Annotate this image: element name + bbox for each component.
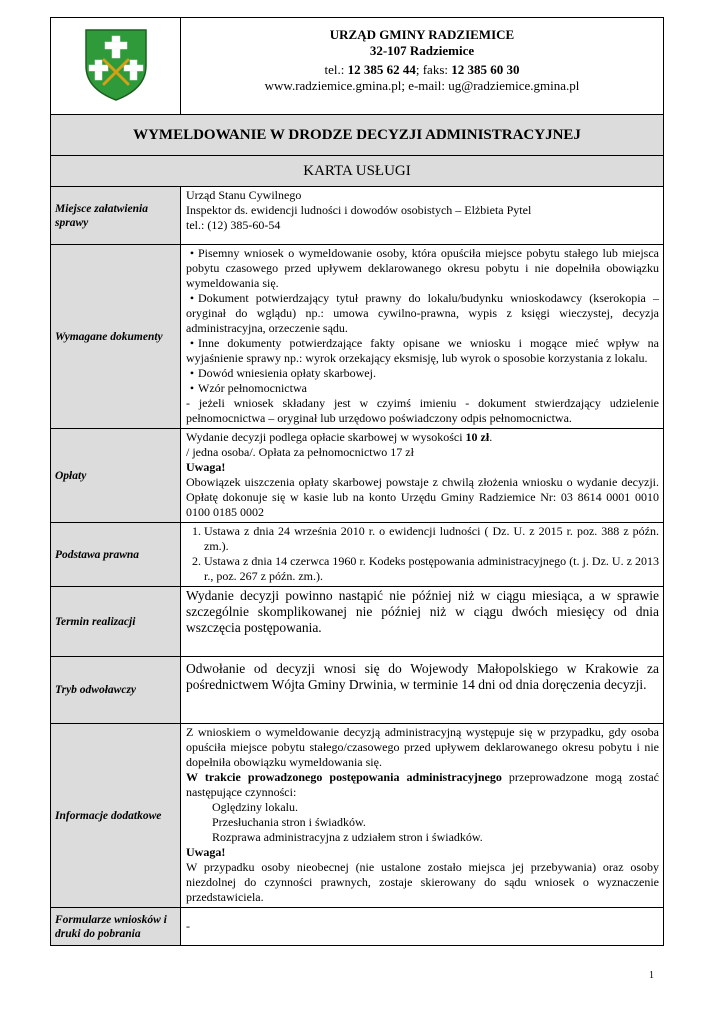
list-item: [186, 291, 659, 336]
fee-amount: 10 zł: [465, 430, 490, 444]
service-card-table: [50, 17, 664, 946]
tel-label: tel.:: [324, 62, 345, 77]
doc-item2: Dokument potwierdzający tytuł prawny do lokalu/budynku wnioskodawcy (kserokopia – oryginał do wglądu) np.: umowa cywilno-prawna, wypis z księgi wieczystej, decyzja administracyjna, orzeczenie sądu.: [186, 291, 659, 335]
content-tryb: Odwołanie od decyzji wnosi się do Wojewody Małopolskiego w Krakowie za pośrednictwem Wójta Gminy Drwinia, w terminie 14 dni od dnia doręczenia decyzji.: [181, 657, 664, 724]
content-termin: Wydanie decyzji powinno nastąpić nie później niż w ciągu miesiąca, a w sprawie szczególnie skomplikowanej nie później niż w ciągu dwóch miesięcy od dnia wszczęcia postępowania.: [181, 587, 664, 657]
content-podstawa: [181, 523, 664, 587]
label-miejsce: Miejsce załatwienia sprawy: [51, 187, 181, 245]
list-item: [186, 336, 659, 366]
header-row: [51, 18, 664, 115]
oplaty-text: Obowiązek uiszczenia opłaty skarbowej powstaje z chwilą złożenia wniosku o wydanie decyzji. Opłatę dokonuje się w kasie lub na konto Urzędu Gminy Radziemice Nr: 03 8614 0001 0010 0100 0185 0002: [186, 475, 659, 519]
subtitle-row: [51, 156, 664, 187]
row-podstawa: [51, 523, 664, 587]
content-dokumenty: [181, 245, 664, 429]
fee-text: Wydanie decyzji podlega opłacie skarbowej w wysokości: [186, 430, 466, 444]
tel-number: 12 385 62 44: [347, 62, 416, 77]
info-step3: Rozprawa administracyjna z udziałem stron i świadków.: [212, 830, 483, 844]
phone-line: [181, 62, 663, 78]
content-informacje: [181, 724, 664, 908]
law-list: [186, 524, 659, 584]
law-item1: 1. Ustawa z dnia 24 września 2010 r. o ewidencji ludności ( Dz. U. z 2015 r. poz. 388 z późn. zm.).: [204, 524, 659, 554]
coat-of-arms-icon: [84, 26, 148, 102]
list-item: [186, 366, 659, 381]
doc-item5: Wzór pełnomocnictwa: [198, 381, 307, 395]
oplaty-line2: / jedna osoba/. Opłata za pełnomocnictwo 17 zł: [186, 445, 414, 459]
doc-item4: Dowód wniesienia opłaty skarbowej.: [198, 366, 376, 380]
content-oplaty: [181, 429, 664, 523]
info-bold: W trakcie prowadzonego postępowania administracyjnego: [186, 770, 502, 784]
page-subtitle: KARTA USŁUGI: [51, 156, 664, 187]
list-item: [186, 246, 659, 291]
label-termin: Termin realizacji: [51, 587, 181, 657]
oplaty-uwaga: Uwaga!: [186, 460, 226, 474]
info-procedure: [186, 770, 659, 800]
info-final: W przypadku osoby nieobecnej (nie ustalone zostało miejsca jej przebywania) oraz osoby niezdolnej do czynności prawnych, zostaje skierowany do sądu wniosek o wyznaczenie przedstawiciela.: [186, 860, 659, 904]
info-after-bold: przeprowadzone mogą zostać następujące czynności:: [186, 770, 659, 799]
law-item2: 2. Ustawa z dnia 14 czerwca 1960 r. Kodeks postępowania administracyjnego (t. j. Dz. U. z 2013 r., poz. 267 z późn. zm.).: [204, 554, 659, 584]
fax-number: 12 385 60 30: [451, 62, 520, 77]
doc-note: - jeżeli wniosek składany jest w czyimś imieniu - dokument stwierdzający udzielenie pełnomocnictwa – oryginał lub urzędowo poświadczony odpis pełnomocnictwa.: [186, 396, 659, 425]
bullet-icon: •: [189, 291, 195, 305]
title-row: [51, 115, 664, 156]
label-oplaty: Opłaty: [51, 429, 181, 523]
row-miejsce: [51, 187, 664, 245]
miejsce-line2: Inspektor ds. ewidencji ludności i dowodów osobistych – Elżbieta Pytel: [186, 203, 532, 217]
fee-dot: .: [489, 430, 493, 444]
miejsce-line1: Urząd Stanu Cywilnego: [186, 188, 302, 202]
fax-label: ; faks:: [415, 62, 448, 77]
info-step1: Oględziny lokalu.: [212, 800, 298, 814]
page-number: 1: [649, 970, 654, 981]
row-oplaty: [51, 429, 664, 523]
label-formularze: Formularze wniosków i druki do pobrania: [51, 908, 181, 946]
content-miejsce: [181, 187, 664, 245]
info-intro: Z wnioskiem o wymeldowanie decyzją administracyjną występuje się w przypadku, gdy osoba opuściła miejsce pobytu stałego/czasowego przed upływem deklarowanego okresu pobytu i nie dopełniła obowiązku wymeldowania się.: [186, 725, 659, 769]
office-header: [181, 18, 664, 115]
bullet-icon: •: [189, 246, 195, 260]
row-dokumenty: [51, 245, 664, 429]
row-tryb: [51, 657, 664, 724]
bullet-icon: •: [189, 381, 195, 395]
label-informacje: Informacje dodatkowe: [51, 724, 181, 908]
bullet-icon: •: [189, 336, 195, 350]
info-step2: Przesłuchania stron i świadków.: [212, 815, 366, 829]
doc-item1: Pisemny wniosek o wymeldowanie osoby, która opuściła miejsce pobytu stałego lub miejsca pobytu czasowego przed upływem deklarowanego okresu pobytu i nie dopełniła obowiązku wymeldowania się.: [186, 246, 659, 290]
bullet-icon: •: [189, 366, 195, 380]
row-formularze: [51, 908, 664, 946]
label-podstawa: Podstawa prawna: [51, 523, 181, 587]
page-title: WYMELDOWANIE W DRODZE DECYZJI ADMINISTRACYJNEJ: [51, 115, 664, 156]
web-email-line: www.radziemice.gmina.pl; e-mail: ug@radziemice.gmina.pl: [264, 78, 580, 93]
doc-item3: Inne dokumenty potwierdzające fakty opisane we wniosku i mogące mieć wpływ na wyjaśnienie sprawy np.: wyrok orzekający eksmisję, lub wyrok o sposobie korzystania z lokalu.: [186, 336, 659, 365]
label-dokumenty: Wymagane dokumenty: [51, 245, 181, 429]
logo-cell: [51, 18, 181, 115]
row-termin: [51, 587, 664, 657]
oplaty-line1: [186, 430, 659, 445]
label-tryb: Tryb odwoławczy: [51, 657, 181, 724]
content-formularze: -: [181, 908, 664, 946]
service-card: [50, 17, 663, 946]
miejsce-line3: tel.: (12) 385-60-54: [186, 218, 281, 232]
office-name: URZĄD GMINY RADZIEMICE: [329, 27, 515, 42]
postal-line: 32-107 Radziemice: [369, 43, 475, 58]
row-informacje: [51, 724, 664, 908]
list-item: [186, 381, 659, 396]
info-uwaga: Uwaga!: [186, 845, 226, 859]
